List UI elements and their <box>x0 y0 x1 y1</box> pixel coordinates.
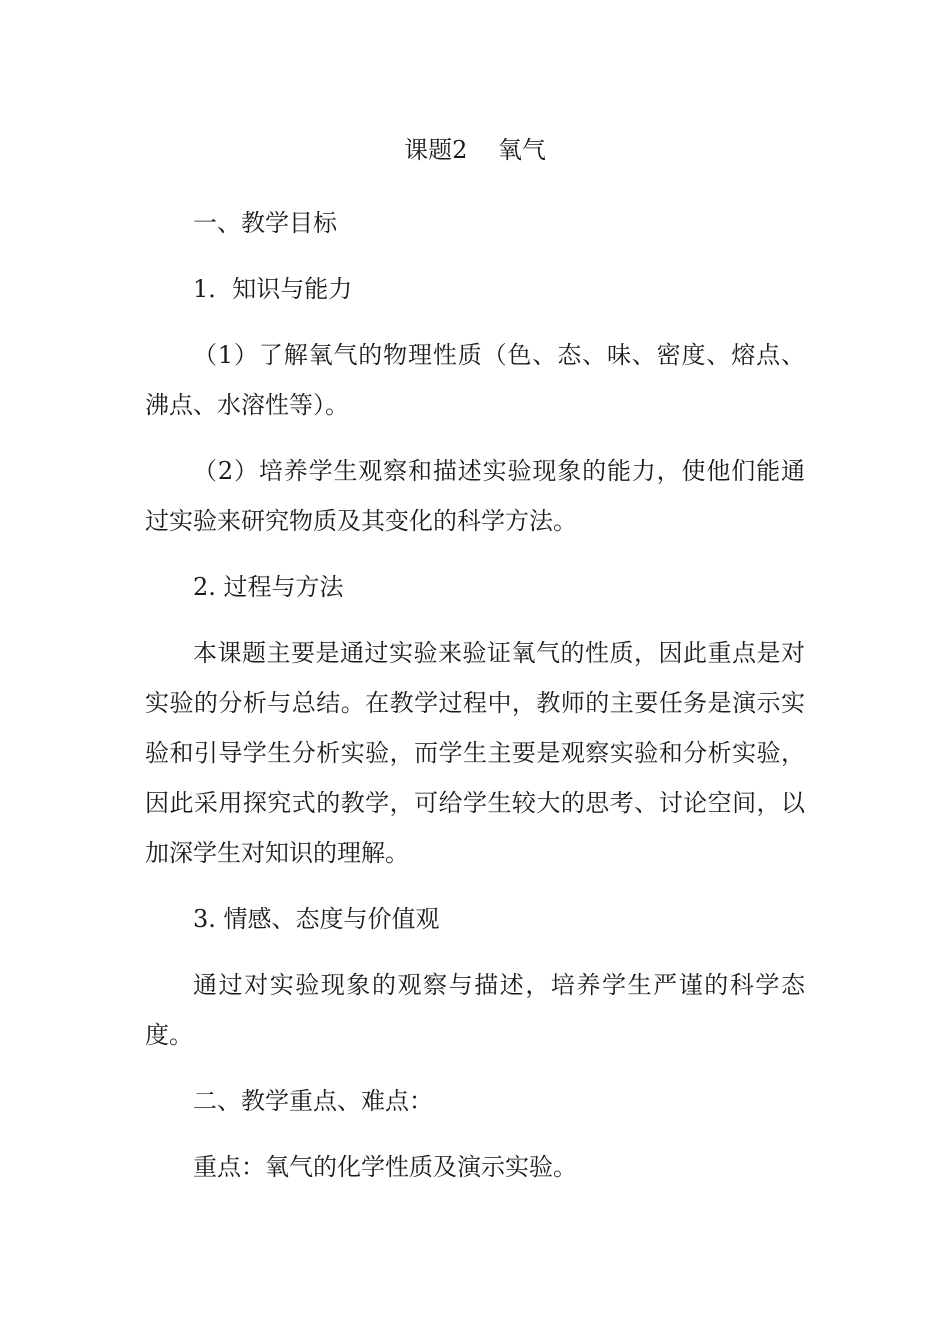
subheading-process: 2. 过程与方法 <box>193 573 344 601</box>
section-heading-objectives: 一、教学目标 <box>193 209 337 237</box>
page-title: 课题2 氧气 <box>404 136 546 164</box>
paragraph-physical-properties: （1）了解氧气的物理性质（色、态、味、密度、熔点、沸点、水溶性等）。 <box>145 341 805 419</box>
subheading-attitude: 3. 情感、态度与价值观 <box>193 905 440 933</box>
paragraph-attitude-body: 通过对实验现象的观察与描述，培养学生严谨的科学态度。 <box>145 971 805 1049</box>
paragraph-process-body: 本课题主要是通过实验来验证氧气的性质，因此重点是对实验的分析与总结。在教学过程中，教师的主要任务是演示实验和引导学生分析实验，而学生主要是观察实验和分析实验，因此采用探究式的教学，可给学生较大的思考、讨论空间，以加深学生对知识的理解。 <box>145 639 805 867</box>
subheading-knowledge: 1．知识与能力 <box>193 275 353 303</box>
document-body <box>145 198 805 1208</box>
paragraph-observation-ability: （2）培养学生观察和描述实验现象的能力，使他们能通过实验来研究物质及其变化的科学方法。 <box>145 457 805 535</box>
section-heading-key-points: 二、教学重点、难点： <box>193 1087 433 1115</box>
paragraph-key-point: 重点：氧气的化学性质及演示实验。 <box>193 1153 577 1181</box>
